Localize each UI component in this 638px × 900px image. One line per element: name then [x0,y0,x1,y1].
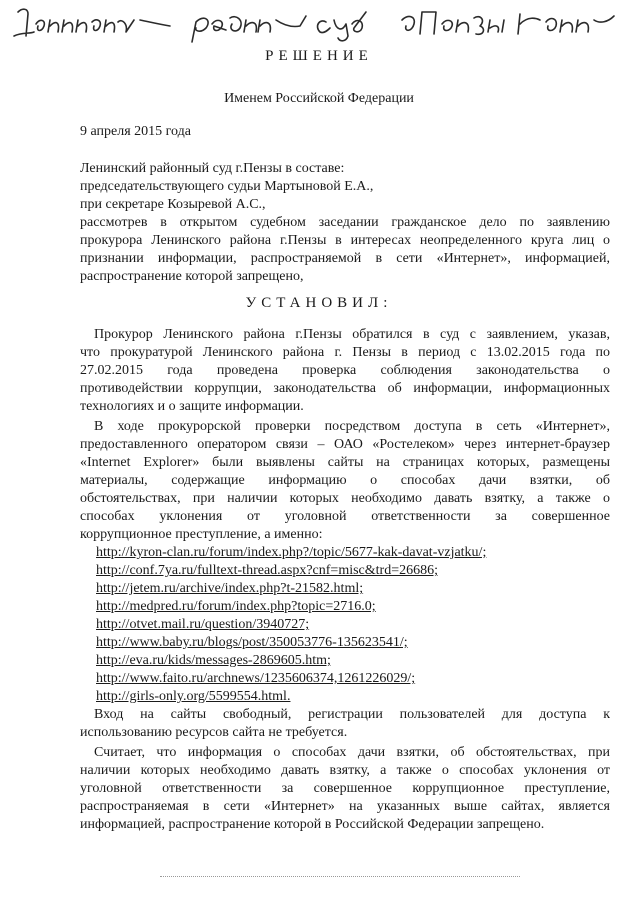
section-heading: УСТАНОВИЛ: [245,295,393,311]
document-title: РЕШЕНИЕ [265,48,373,64]
handwritten-note [0,2,638,44]
paragraph-line: уголовной ответственности за совершенное коррупционное преступление, [80,781,610,796]
paragraph-line: распространяемая в сети «Интернет» на указанных выше сайтах, является [80,799,610,814]
decision-date: 9 апреля 2015 года [80,124,191,139]
site-link[interactable]: http://eva.ru/kids/messages-2869605.htm; [96,653,331,668]
paragraph-line: наличии которых необходимо давать взятку, а также о способах уклонения от [80,763,610,778]
paragraph-line: использованию ресурсов сайта не требуется. [80,725,348,740]
paragraph-line: коррупционное преступление, а именно: [80,527,323,542]
intro-line: прокурора Ленинского района г.Пензы в интересах неопределенного круга лиц о [80,233,610,248]
paragraph-line: «Internet Explorer» были выявлены сайты на страницах которых, размещены [80,455,610,470]
site-link[interactable]: http://medpred.ru/forum/index.php?topic=2716.0; [96,599,376,614]
document-subtitle: Именем Российской Федерации [224,91,414,106]
paragraph-line: 27.02.2015 года проведена проверка соблюдения законодательства о [80,363,610,378]
paragraph-line: Считает, что информация о способах дачи взятки, об обстоятельствах, при [94,745,610,760]
paragraph-line: Прокурор Ленинского района г.Пензы обратился в суд с заявлением, указав, [94,327,610,342]
intro-line: признании информации, распространяемой в сети «Интернет», информацией, [80,251,610,266]
paragraph-1 [80,326,610,416]
intro-block [80,160,610,286]
intro-line: при секретаре Козыревой А.С., [80,197,266,212]
intro-line: Ленинский районный суд г.Пензы в составе: [80,161,345,176]
intro-line: распространение которой запрещено, [80,269,304,284]
paragraph-line: способах уклонения от уголовной ответственности за совершенное [80,509,610,524]
paragraph-line: противодействии коррупции, законодательства об информации, информационных [80,381,610,396]
paragraph-line: материалы, содержащие информацию о способах дачи взятки, об [80,473,610,488]
paragraph-line: предоставленного оператором связи – ОАО «Ростелеком» через интернет-браузер [80,437,610,452]
site-link[interactable]: http://www.baby.ru/blogs/post/350053776-135623541/; [96,635,408,650]
paragraph-line: технологиях и о защите информации. [80,399,304,414]
paragraph-line: обстоятельствах, при наличии которых необходимо давать взятку, а также о [80,491,610,506]
site-link[interactable]: http://conf.7ya.ru/fulltext-thread.aspx?cnf=misc&trd=26686; [96,563,438,578]
paragraph-3 [80,706,610,742]
site-link[interactable]: http://girls-only.org/5599554.html. [96,689,291,704]
site-link[interactable]: http://kyron-clan.ru/forum/index.php?/topic/5677-kak-davat-vzjatku/; [96,545,487,560]
paragraph-line: что прокуратурой Ленинского района г. Пензы в период с 13.02.2015 года по [80,345,610,360]
intro-line: рассмотрев в открытом судебном заседании гражданское дело по заявлению [80,215,610,230]
paragraph-line: В ходе прокурорской проверки посредством доступа в сеть «Интернет», [94,419,610,434]
paragraph-2 [80,418,610,544]
site-link[interactable]: http://jetem.ru/archive/index.php?t-21582.html; [96,581,364,596]
site-link[interactable]: http://www.faito.ru/archnews/1235606374,1261226029/; [96,671,416,686]
paragraph-4 [80,744,610,834]
intro-line: председательствующего судьи Мартыновой Е.А., [80,179,374,194]
site-links-list [96,544,596,706]
paragraph-line: информацией, распространение которой в Российской Федерации запрещено. [80,817,545,832]
paragraph-line: Вход на сайты свободный, регистрации пользователей для доступа к [94,707,610,722]
scan-artifact-divider [160,872,520,877]
site-link[interactable]: http://otvet.mail.ru/question/3940727; [96,617,310,632]
